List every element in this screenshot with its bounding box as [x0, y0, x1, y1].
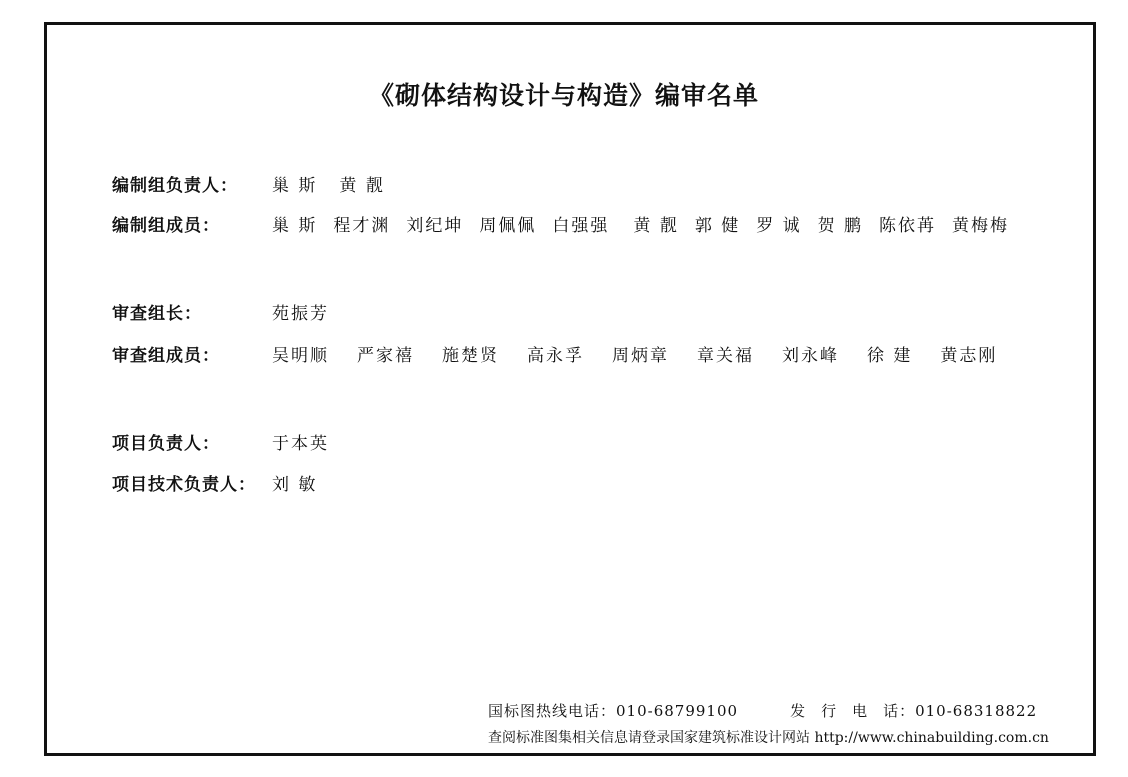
compile-members-label: 编制组成员： — [112, 215, 220, 236]
person-name: 黄 靓 — [339, 175, 385, 196]
person-name: 严家禧 — [357, 345, 414, 366]
issue-number: 010-68318822 — [915, 702, 1038, 720]
project-tech-lead-names — [272, 470, 339, 495]
person-name: 周佩佩 — [479, 215, 537, 236]
person-name: 巢 斯 — [272, 215, 318, 236]
person-name: 高永孚 — [527, 345, 584, 366]
person-name: 巢 斯 — [272, 175, 318, 196]
compile-members-names — [272, 211, 1009, 236]
document-title: 《砌体结构设计与构造》编审名单 — [368, 81, 759, 110]
page-border-frame — [44, 22, 1096, 756]
hotline-label: 国标图热线电话： — [488, 702, 617, 720]
review-members-label: 审查组成员： — [112, 345, 220, 366]
person-name: 陈依苒 — [879, 215, 937, 236]
person-name: 黄梅梅 — [952, 215, 1010, 236]
person-name: 吴明顺 — [272, 345, 329, 366]
person-name: 白强强 — [552, 215, 610, 236]
issue-label: 发行电 — [790, 702, 884, 720]
person-name: 施楚贤 — [442, 345, 499, 366]
project-lead-names — [272, 429, 351, 454]
review-members-names — [272, 341, 997, 366]
review-lead-names — [272, 299, 351, 324]
person-name: 贺 鹏 — [817, 215, 864, 236]
person-name: 周炳章 — [612, 345, 669, 366]
person-name: 于本英 — [272, 433, 329, 454]
hotline-number: 010-68799100 — [616, 702, 739, 720]
person-name: 苑振芳 — [272, 303, 329, 324]
compile-lead-label: 编制组负责人： — [112, 175, 238, 196]
person-name: 郭 健 — [694, 215, 741, 236]
person-name: 刘永峰 — [782, 345, 839, 366]
compile-lead-names — [272, 171, 407, 196]
footer-website-line — [488, 727, 1049, 747]
person-name: 罗 诚 — [756, 215, 802, 236]
person-name: 刘 敏 — [272, 474, 318, 495]
person-name: 黄 靓 — [633, 215, 679, 236]
project-lead-label: 项目负责人： — [112, 433, 220, 454]
person-name: 黄志刚 — [940, 345, 998, 366]
website-text: 查阅标准图集相关信息请登录国家建筑标准设计网站 — [488, 730, 810, 746]
person-name: 章关福 — [697, 345, 754, 366]
footer-phone-line — [488, 700, 1037, 721]
issue-label-end: 话： — [883, 702, 916, 720]
review-lead-label: 审查组长： — [112, 303, 202, 324]
person-name: 徐 建 — [867, 345, 913, 366]
project-tech-lead-label: 项目技术负责人： — [112, 474, 256, 495]
person-name: 程才渊 — [333, 215, 391, 236]
website-url[interactable]: http://www.chinabuilding.com.cn — [814, 730, 1049, 746]
person-name: 刘纪坤 — [406, 215, 464, 236]
